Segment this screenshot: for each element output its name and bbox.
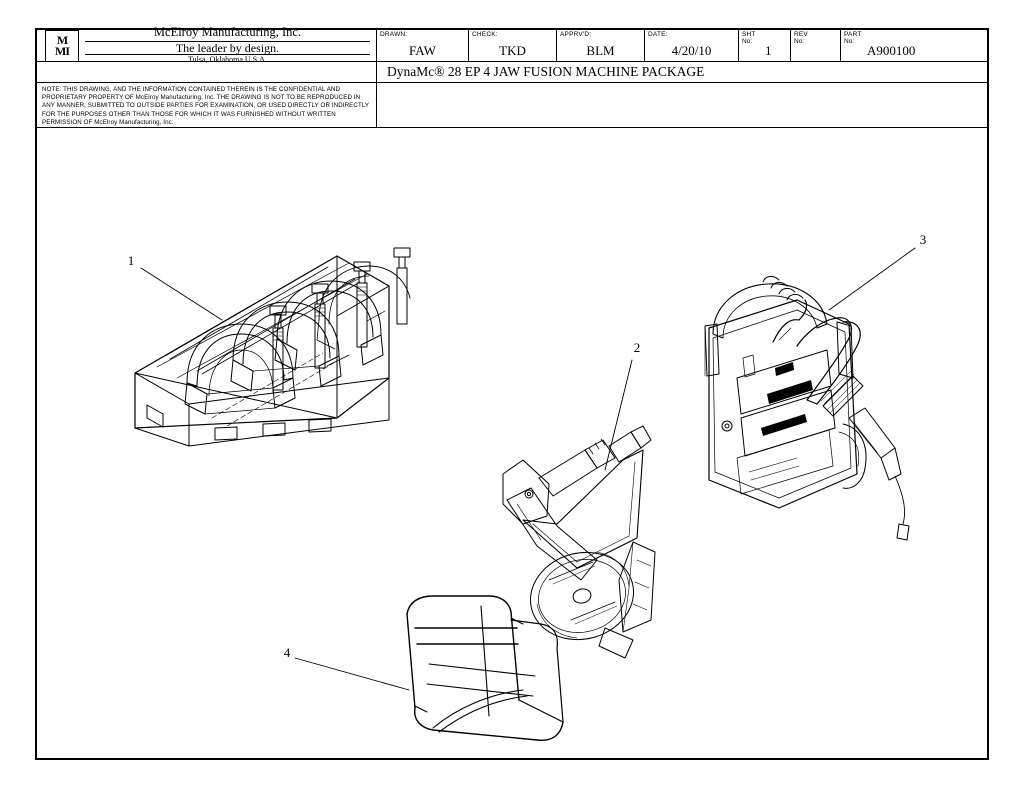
company-name: McElroy Manufacturing, Inc.	[153, 25, 302, 40]
callout-leaders	[141, 248, 915, 690]
title-block-row-identification	[37, 25, 987, 65]
field-approved	[557, 30, 645, 61]
field-approved-label: APPRV'D:	[560, 31, 592, 38]
callout-number-2: 2	[633, 340, 641, 355]
drawing-area	[37, 128, 987, 758]
callout-number-4: 4	[283, 645, 291, 660]
logo-letter-bottom: MI	[55, 43, 69, 58]
field-drawn	[377, 30, 469, 61]
part-heater	[705, 276, 909, 540]
jaw-2	[231, 284, 341, 391]
proprietary-note: NOTE: THIS DRAWING, AND THE INFORMATION CONTAINED THEREIN IS THE CONFIDENTIAL AND PROPRIETARY PROPERTY OF McElroy Manufacturing, Inc. THE DRAWING IS NOT TO BE REPRODUCED IN ANY MANNER, SUBMITTED TO OUTSIDE PARTIES FOR EXAMINATION, OR USED DIRECTLY OR INDIRECTLY FOR THE PURPOSES OTHER THAN THOSE FOR WHICH IT WAS FURNISHED WITHOUT WRITTEN PERMISSION OF McElroy Manufacturing, Inc.	[37, 83, 377, 127]
field-sheet-value: 1	[765, 43, 772, 58]
company-tagline: The leader by design.	[85, 41, 370, 56]
field-part-label2: No:	[844, 38, 855, 45]
field-part-number	[841, 30, 987, 61]
field-date	[645, 30, 739, 61]
drawing-sheet	[35, 25, 989, 760]
field-sheet-label2: No:	[742, 38, 753, 45]
note-blank-area	[377, 83, 987, 127]
logo-letter-top: M	[56, 32, 68, 47]
callout-number-1: 1	[127, 253, 135, 268]
part-fusion-machine-carriage	[135, 248, 410, 446]
drawing-description: DynaMc® 28 EP 4 JAW FUSION MACHINE PACKAGE	[387, 64, 705, 79]
field-part-value: A900100	[867, 43, 916, 58]
field-check-label: CHECK:	[472, 31, 498, 38]
assembly-illustration	[37, 128, 987, 758]
title-block-row-note	[37, 83, 987, 127]
title-block	[37, 25, 987, 128]
mcelroy-logo-icon	[45, 30, 79, 62]
field-drawn-label: DRAWN:	[380, 31, 408, 38]
field-check-value: TKD	[499, 43, 526, 58]
company-logo-cell	[37, 25, 377, 65]
field-date-value: 4/20/10	[671, 43, 712, 58]
callout-number-3: 3	[919, 232, 927, 247]
field-date-label: DATE:	[648, 31, 668, 38]
field-drawn-value: FAW	[409, 43, 436, 58]
description-spacer	[37, 62, 377, 82]
field-revision-label: REV	[794, 31, 808, 38]
part-facer	[503, 426, 655, 658]
title-block-row-description	[37, 62, 987, 83]
field-approved-value: BLM	[586, 43, 615, 58]
field-part-label: PART	[844, 31, 862, 38]
company-identity	[85, 26, 376, 64]
field-sheet	[739, 30, 791, 61]
company-location: Tulsa, Oklahoma U.S.A.	[188, 55, 267, 65]
part-stand	[407, 596, 563, 740]
field-check	[469, 30, 557, 61]
field-revision-label2: No:	[794, 38, 805, 45]
field-revision	[791, 30, 841, 61]
field-sheet-label: SHT	[742, 31, 756, 38]
